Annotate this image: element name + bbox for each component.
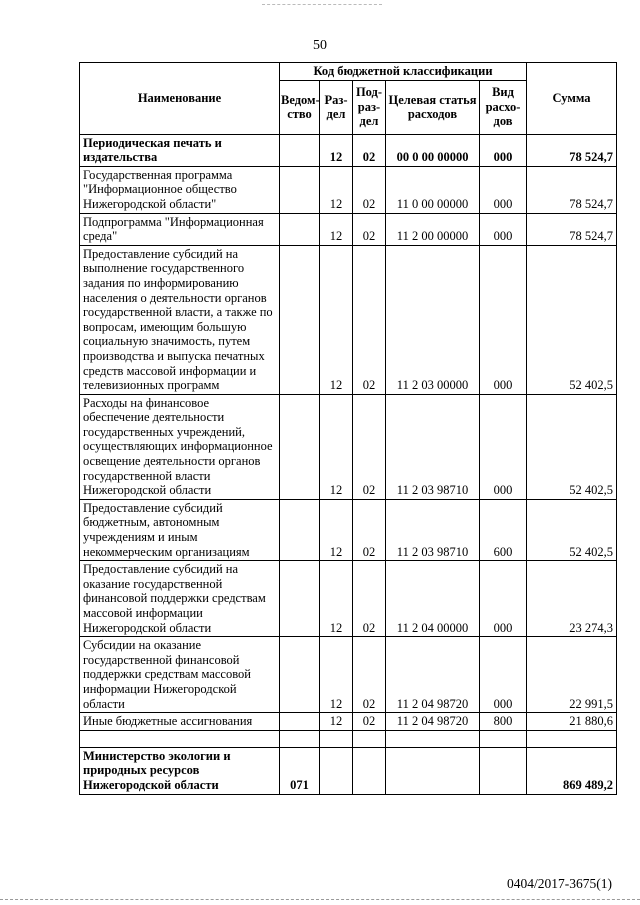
cell-razdel: 12 — [320, 637, 353, 713]
cell-sum: 21 880,6 — [527, 713, 617, 731]
table-row — [80, 166, 617, 213]
cell-razdel: 12 — [320, 561, 353, 637]
cell-vid — [480, 730, 527, 747]
cell-ved — [280, 561, 320, 637]
header-sum: Сумма — [527, 63, 617, 135]
cell-name: Подпрограмма "Информационная среда" — [80, 213, 280, 245]
cell-ved — [280, 213, 320, 245]
cell-ved: 071 — [280, 747, 320, 794]
cell-sum: 22 991,5 — [527, 637, 617, 713]
cell-sum: 52 402,5 — [527, 245, 617, 394]
cell-razdel: 12 — [320, 134, 353, 166]
cell-name — [80, 730, 280, 747]
cell-sum: 78 524,7 — [527, 166, 617, 213]
cell-podrazdel: 02 — [353, 713, 386, 731]
scan-artifact-top — [262, 4, 382, 9]
header-name: Наименование — [80, 63, 280, 135]
cell-podrazdel: 02 — [353, 166, 386, 213]
cell-sum: 78 524,7 — [527, 213, 617, 245]
header-code-group: Код бюджетной классификации — [280, 63, 527, 81]
header-podrazdel: Под-раз-дел — [353, 80, 386, 134]
cell-ved — [280, 166, 320, 213]
cell-razdel — [320, 747, 353, 794]
table-row — [80, 561, 617, 637]
cell-ved — [280, 637, 320, 713]
cell-vid: 000 — [480, 134, 527, 166]
cell-sum: 78 524,7 — [527, 134, 617, 166]
cell-sum: 52 402,5 — [527, 394, 617, 499]
cell-vid — [480, 747, 527, 794]
cell-name: Предоставление субсидий бюджетным, автономным учреждениям и иным некоммерческим организациям — [80, 499, 280, 560]
cell-razdel: 12 — [320, 166, 353, 213]
cell-podrazdel: 02 — [353, 213, 386, 245]
cell-razdel: 12 — [320, 394, 353, 499]
document-code: 0404/2017-3675(1) — [507, 876, 612, 891]
cell-razdel: 12 — [320, 499, 353, 560]
cell-podrazdel: 02 — [353, 394, 386, 499]
cell-razdel: 12 — [320, 713, 353, 731]
scan-artifact-bottom — [0, 899, 640, 900]
cell-sum: 52 402,5 — [527, 499, 617, 560]
cell-celevaya: 11 2 03 98710 — [386, 394, 480, 499]
table-row — [80, 713, 617, 731]
table-body — [80, 134, 617, 794]
header-celevaya: Целевая статья расходов — [386, 80, 480, 134]
cell-vid: 000 — [480, 213, 527, 245]
cell-celevaya: 11 2 03 00000 — [386, 245, 480, 394]
header-ved: Ведом-ство — [280, 80, 320, 134]
budget-table — [79, 62, 617, 795]
table-row — [80, 245, 617, 394]
cell-celevaya: 11 0 00 00000 — [386, 166, 480, 213]
cell-ved — [280, 134, 320, 166]
cell-celevaya: 11 2 04 00000 — [386, 561, 480, 637]
cell-celevaya: 11 2 04 98720 — [386, 637, 480, 713]
table-row — [80, 730, 617, 747]
cell-razdel — [320, 730, 353, 747]
cell-name: Предоставление субсидий на оказание государственной финансовой поддержки средствам массовой информации Нижегородской области — [80, 561, 280, 637]
table-row — [80, 747, 617, 794]
cell-vid: 000 — [480, 561, 527, 637]
cell-name: Предоставление субсидий на выполнение государственного задания по информированию населения о деятельности органов государственной власти, а также по вопросам, имеющим большую социальную значимость, путем производства и выпуска печатных средств массовой информации и телевизионных программ — [80, 245, 280, 394]
cell-celevaya — [386, 730, 480, 747]
cell-vid: 000 — [480, 245, 527, 394]
cell-name: Иные бюджетные ассигнования — [80, 713, 280, 731]
cell-vid: 600 — [480, 499, 527, 560]
cell-sum: 23 274,3 — [527, 561, 617, 637]
cell-vid: 800 — [480, 713, 527, 731]
table-row — [80, 213, 617, 245]
cell-name: Периодическая печать и издательства — [80, 134, 280, 166]
cell-celevaya: 11 2 03 98710 — [386, 499, 480, 560]
page-number: 50 — [313, 38, 327, 53]
table-header — [80, 63, 617, 135]
cell-ved — [280, 245, 320, 394]
cell-sum — [527, 730, 617, 747]
header-vid: Вид расхо-дов — [480, 80, 527, 134]
cell-ved — [280, 730, 320, 747]
cell-podrazdel: 02 — [353, 245, 386, 394]
cell-celevaya — [386, 747, 480, 794]
cell-ved — [280, 713, 320, 731]
header-razdel: Раз-дел — [320, 80, 353, 134]
cell-razdel: 12 — [320, 245, 353, 394]
cell-podrazdel: 02 — [353, 561, 386, 637]
cell-razdel: 12 — [320, 213, 353, 245]
cell-name: Министерство экологии и природных ресурсов Нижегородской области — [80, 747, 280, 794]
cell-vid: 000 — [480, 637, 527, 713]
cell-celevaya: 11 2 04 98720 — [386, 713, 480, 731]
table-row — [80, 394, 617, 499]
cell-ved — [280, 499, 320, 560]
table-row — [80, 637, 617, 713]
cell-celevaya: 11 2 00 00000 — [386, 213, 480, 245]
cell-podrazdel — [353, 730, 386, 747]
table-row — [80, 499, 617, 560]
cell-podrazdel — [353, 747, 386, 794]
cell-vid: 000 — [480, 394, 527, 499]
cell-podrazdel: 02 — [353, 134, 386, 166]
cell-ved — [280, 394, 320, 499]
cell-podrazdel: 02 — [353, 499, 386, 560]
cell-name: Расходы на финансовое обеспечение деятельности государственных учреждений, осуществляющих информационное освещение деятельности органов государственной власти Нижегородской области — [80, 394, 280, 499]
cell-vid: 000 — [480, 166, 527, 213]
cell-name: Субсидии на оказание государственной финансовой поддержки средствам массовой информации Нижегородской области — [80, 637, 280, 713]
cell-sum: 869 489,2 — [527, 747, 617, 794]
cell-celevaya: 00 0 00 00000 — [386, 134, 480, 166]
cell-podrazdel: 02 — [353, 637, 386, 713]
table-row — [80, 134, 617, 166]
cell-name: Государственная программа "Информационное общество Нижегородской области" — [80, 166, 280, 213]
